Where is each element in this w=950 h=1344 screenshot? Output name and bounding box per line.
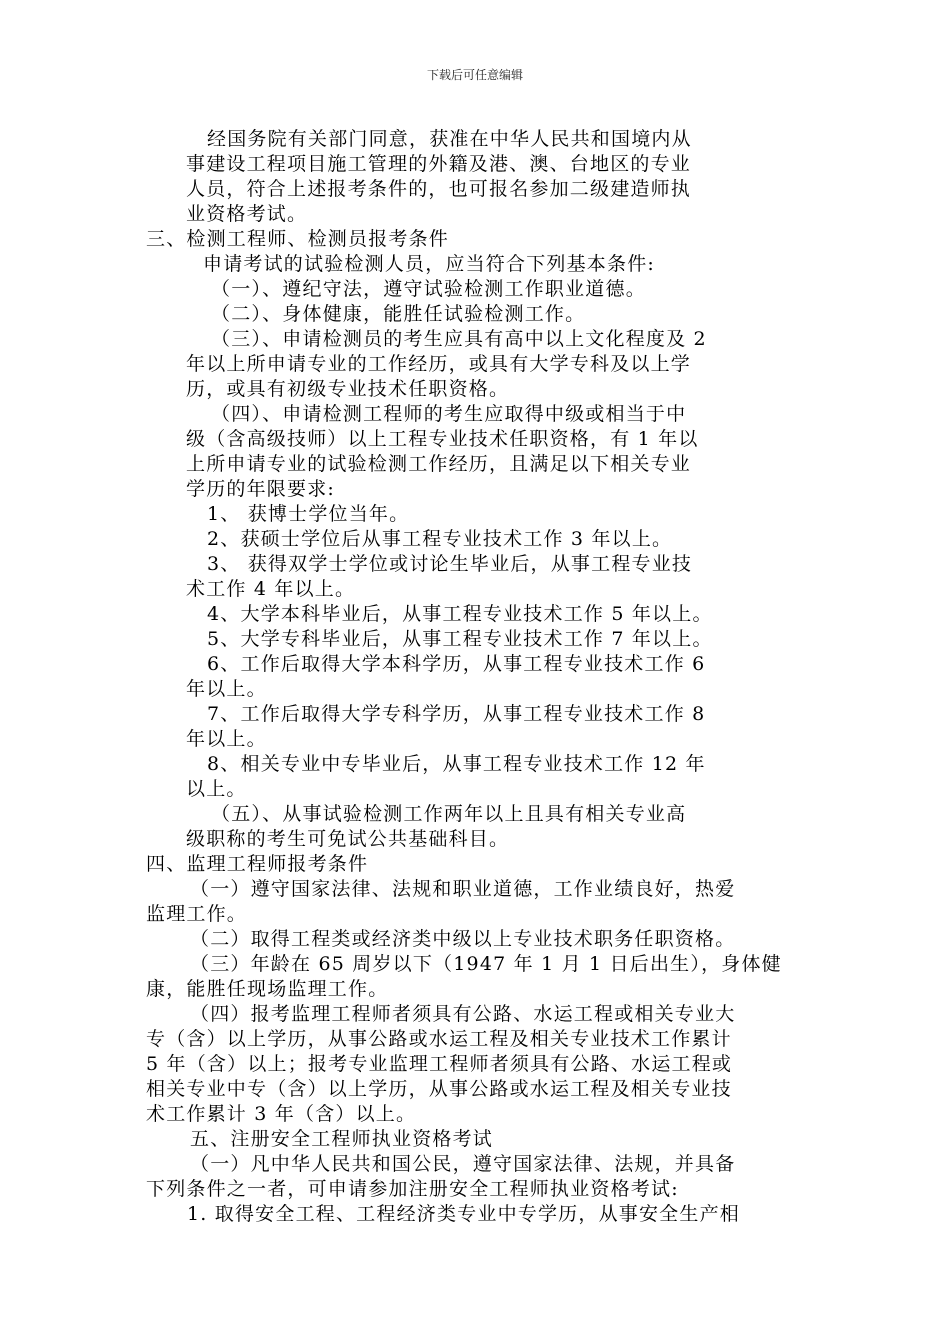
text-line: 监理工作。: [146, 903, 248, 925]
text-line: 学历的年限要求:: [186, 478, 336, 500]
text-line: （二）取得工程类或经济类中级以上专业技术职务任职资格。: [190, 928, 736, 950]
text-line: 经国务院有关部门同意，获准在中华人民共和国境内从: [207, 128, 692, 150]
text-line: 业资格考试。: [186, 203, 308, 225]
text-line: 康，能胜任现场监理工作。: [146, 978, 389, 1000]
page-header: 下载后可任意编辑: [426, 68, 523, 82]
text-line: 5 年（含）以上；报考专业监理工程师者须具有公路、水运工程或: [146, 1053, 733, 1075]
text-line: 术工作 4 年以上。: [186, 578, 356, 600]
text-line: 级职称的考生可免试公共基础科目。: [186, 828, 510, 850]
text-line: 年以上。: [186, 728, 267, 750]
text-line: （一）遵守国家法律、法规和职业道德，工作业绩良好，热爱: [190, 878, 736, 900]
text-line: 年以上。: [186, 678, 267, 700]
text-line: 相关专业中专（含）以上学历，从事公路或水运工程及相关专业技: [146, 1078, 732, 1100]
text-line: 以上。: [186, 778, 247, 800]
text-line: 人员，符合上述报考条件的，也可报名参加二级建造师执: [186, 178, 692, 200]
section-heading: 三、检测工程师、检测员报考条件: [146, 228, 450, 250]
section-heading: 四、监理工程师报考条件: [146, 853, 369, 875]
text-line: 级（含高级技师）以上工程专业技术任职资格，有 1 年以: [186, 428, 699, 450]
text-line: （一）、遵纪守法，遵守试验检测工作职业道德。: [211, 278, 646, 300]
text-line: 历，或具有初级专业技术任职资格。: [186, 378, 510, 400]
text-line: 5、大学专科毕业后，从事工程专业技术工作 7 年以上。: [207, 628, 713, 650]
text-line: 下列条件之一者，可申请参加注册安全工程师执业资格考试:: [146, 1178, 679, 1200]
text-line: （三）年龄在 65 周岁以下（1947 年 1 月 1 日后出生），身体健: [190, 953, 782, 975]
text-line: （五）、从事试验检测工作两年以上且具有相关专业高: [211, 803, 687, 825]
text-line: 1. 取得安全工程、工程经济类专业中专学历，从事安全生产相: [187, 1203, 740, 1225]
text-line: 7、工作后取得大学专科学历，从事工程专业技术工作 8: [207, 703, 706, 725]
text-line: （一）凡中华人民共和国公民，遵守国家法律、法规，并具备: [190, 1153, 736, 1175]
text-line: 2、获硕士学位后从事工程专业技术工作 3 年以上。: [207, 528, 673, 550]
text-line: （三）、申请检测员的考生应具有高中以上文化程度及 2: [211, 328, 707, 350]
text-line: （四）报考监理工程师者须具有公路、水运工程或相关专业大: [190, 1003, 736, 1025]
text-line: 申请考试的试验检测人员，应当符合下列基本条件:: [203, 253, 656, 275]
text-line: 6、工作后取得大学本科学历，从事工程专业技术工作 6: [207, 653, 706, 675]
text-line: （二）、身体健康，能胜任试验检测工作。: [211, 303, 586, 325]
text-line: 事建设工程项目施工管理的外籍及港、澳、台地区的专业: [186, 153, 692, 175]
text-line: 3、 获得双学士学位或讨论生毕业后，从事工程专业技: [207, 553, 693, 575]
text-line: 专（含）以上学历，从事公路或水运工程及相关专业技术工作累计: [146, 1028, 732, 1050]
text-line: 4、大学本科毕业后，从事工程专业技术工作 5 年以上。: [207, 603, 713, 625]
text-line: 上所申请专业的试验检测工作经历，且满足以下相关专业: [186, 453, 692, 475]
section-heading: 五、注册安全工程师执业资格考试: [190, 1128, 494, 1150]
text-line: 年以上所申请专业的工作经历，或具有大学专科及以上学: [186, 353, 692, 375]
text-line: 8、相关专业中专毕业后，从事工程专业技术工作 12 年: [207, 753, 706, 775]
text-line: （四）、申请检测工程师的考生应取得中级或相当于中: [211, 403, 687, 425]
text-line: 1、 获博士学位当年。: [207, 503, 410, 525]
text-line: 术工作累计 3 年（含）以上。: [146, 1103, 417, 1125]
